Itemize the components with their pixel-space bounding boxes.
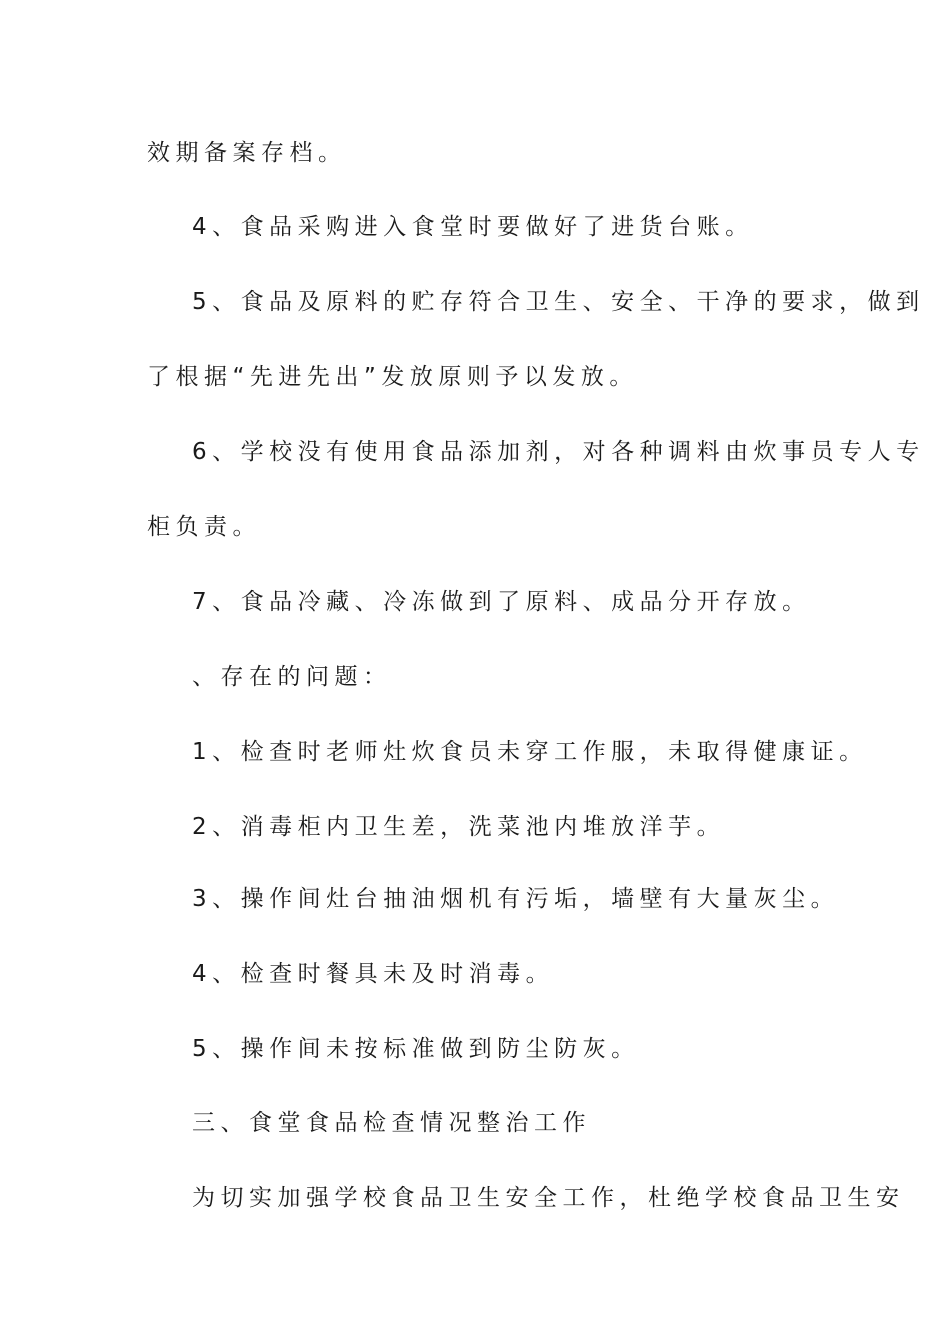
text-line-problem-1: 1、检查时老师灶炊食员未穿工作服，未取得健康证。 (192, 739, 868, 765)
text-line-item-5-storage: 5、食品及原料的贮存符合卫生、安全、干净的要求，做到 (192, 289, 925, 315)
text-line-item-4-purchase-ledger: 4、食品采购进入食堂时要做好了进货台账。 (192, 214, 754, 240)
text-line-continuation-archive: 效期备案存档。 (147, 140, 347, 166)
text-line-problem-4: 4、检查时餐具未及时消毒。 (192, 961, 555, 987)
text-line-problem-2: 2、消毒柜内卫生差，洗菜池内堆放洋芋。 (192, 814, 726, 840)
text-line-item-7-refrigeration: 7、食品冷藏、冷冻做到了原料、成品分开存放。 (192, 589, 811, 615)
text-line-item-6-additives: 6、学校没有使用食品添加剂，对各种调料由炊事员专人专 (192, 439, 925, 465)
text-line-item-5-continuation: 了根据“先进先出”发放原则予以发放。 (147, 364, 638, 390)
text-line-item-6-continuation: 柜负责。 (147, 514, 261, 540)
text-line-problem-3: 3、操作间灶台抽油烟机有污垢，墙壁有大量灰尘。 (192, 886, 840, 912)
section-heading-rectification: 三、食堂食品检查情况整治工作 (192, 1110, 591, 1136)
section-heading-problems: 、存在的问题： (192, 664, 392, 690)
text-line-rectification-intro: 为切实加强学校食品卫生安全工作，杜绝学校食品卫生安 (192, 1185, 905, 1211)
text-line-problem-5: 5、操作间未按标准做到防尘防灰。 (192, 1036, 640, 1062)
